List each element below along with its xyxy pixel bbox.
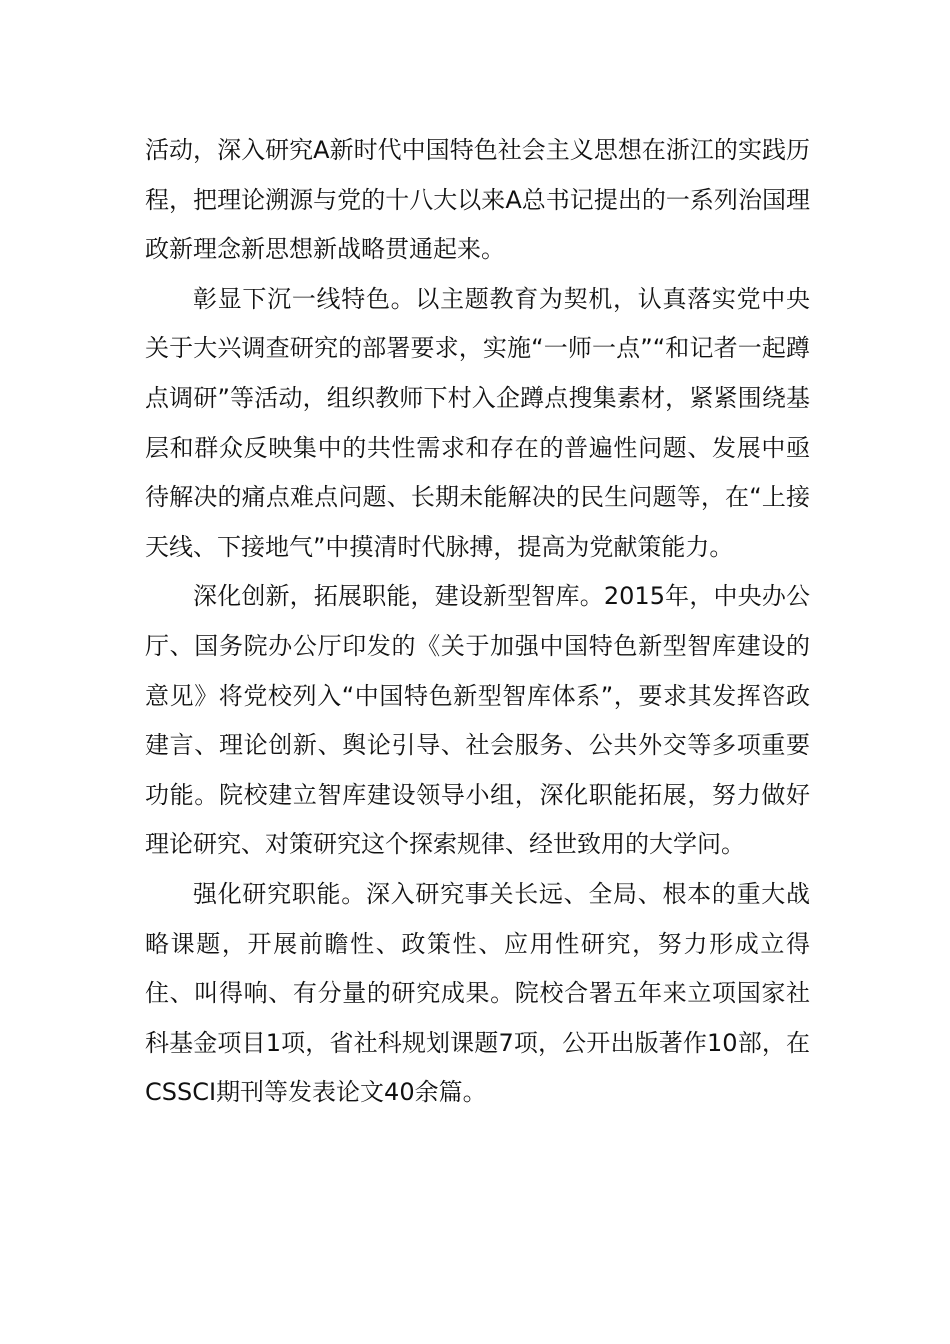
paragraph-think-tank: 深化创新，拓展职能，建设新型智库。2015年，中央办公厅、国务院办公厅印发的《关于加强中国特色新型智库建设的意见》将党校列入“中国特色新型智库体系”，要求其发挥咨政建言、理论创新、舆论引导、社会服务、公共外交等多项重要功能。院校建立智库建设领导小组，深化职能拓展，努力做好理论研究、对策研究这个探索规律、经世致用的大学问。 [145,582,810,859]
paragraph-grassroots: 彰显下沉一线特色。以主题教育为契机，认真落实党中央关于大兴调查研究的部署要求，实施“一师一点”“和记者一起蹲点调研”等活动，组织教师下村入企蹲点搜集素材，紧紧围绕基层和群众反映集中的共性需求和存在的普遍性问题、发展中亟待解决的痛点难点问题、长期未能解决的民生问题等，在“上接天线、下接地气”中摸清时代脉搏，提高为党献策能力。 [145,284,810,561]
paragraph-continuation: 活动，深入研究A新时代中国特色社会主义思想在浙江的实践历程，把理论溯源与党的十八大以来A总书记提出的一系列治国理政新理念新思想新战略贯通起来。 [145,136,810,264]
paragraph-research: 强化研究职能。深入研究事关长远、全局、根本的重大战略课题，开展前瞻性、政策性、应用性研究，努力形成立得住、叫得响、有分量的研究成果。院校合署五年来立项国家社科基金项目1项，省社科规划课题7项，公开出版著作10部，在CSSCI期刊等发表论文40余篇。 [145,879,810,1107]
document-body [145,126,810,1118]
